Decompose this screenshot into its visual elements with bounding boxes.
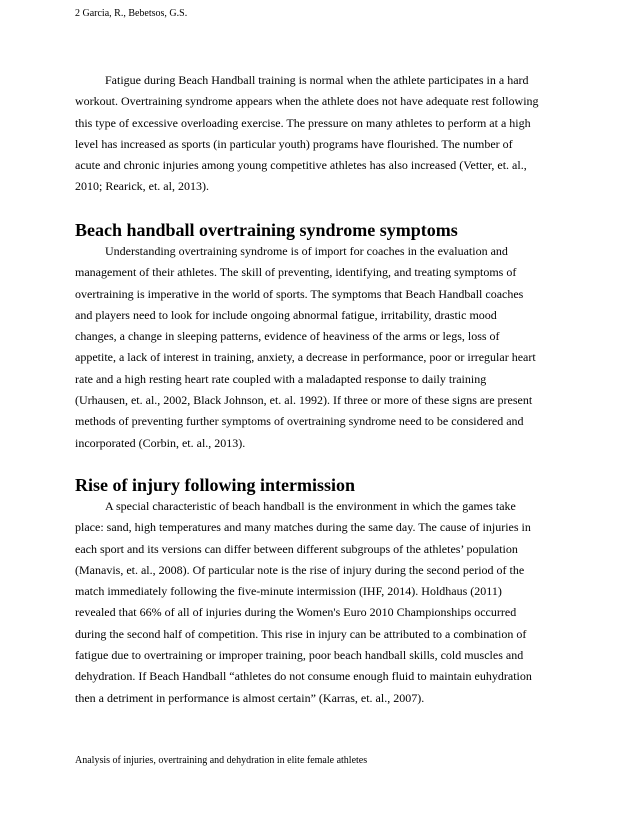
text-line: appetite, a lack of interest in training, anxiety, a decrease in performance, poor or irregular heart <box>75 350 536 365</box>
text-line: level has increased as sports (in particular youth) programs have flourished. The number of <box>75 136 513 151</box>
text-line: fatigue due to overtraining or improper training, poor beach handball skills, cold muscles and <box>75 648 524 663</box>
running-head: 2 Garcia, R., Bebetsos, G.S. <box>75 8 188 19</box>
text-line: (Urhausen, et. al., 2002, Black Johnson, et. al. 1992). If three or more of these signs are present <box>75 393 533 408</box>
section-heading-symptoms: Beach handball overtraining syndrome symptoms <box>75 220 458 240</box>
text-line: this type of excessive overloading exercise. The pressure on many athletes to perform at a high <box>75 115 531 130</box>
text-line: 2010; Rearick, et. al, 2013). <box>75 179 209 194</box>
text-line: each sport and its versions can differ between different subgroups of the athletes’ population <box>75 541 518 556</box>
text-line: (Manavis, et. al., 2008). Of particular note is the rise of injury during the second period of the <box>75 562 525 577</box>
text-line: revealed that 66% of all of injuries during the Women's Euro 2010 Championships occurred <box>75 605 517 620</box>
text-line: incorporated (Corbin, et. al., 2013). <box>75 435 246 450</box>
text-line: place: sand, high temperatures and many matches during the same day. The cause of injuries in <box>75 520 531 535</box>
text-line: changes, a change in sleeping patterns, evidence of heaviness of the arms or legs, loss of <box>75 329 500 344</box>
text-line: Understanding overtraining syndrome is of import for coaches in the evaluation and <box>105 244 508 258</box>
text-line: A special characteristic of beach handball is the environment in which the games take <box>105 499 516 513</box>
text-line: methods of preventing further symptoms of overtraining syndrome need to be considered and <box>75 414 524 429</box>
text-line: dehydration. If Beach Handball “athletes do not consume enough fluid to maintain euhydration <box>75 669 532 684</box>
text-line: then a detriment in performance is almost certain” (Karras, et. al., 2007). <box>75 690 425 705</box>
text-line: rate and a high resting heart rate coupled with a maladapted response to daily training <box>75 371 487 386</box>
paragraph-intro <box>75 70 539 198</box>
section-heading-injury: Rise of injury following intermission <box>75 475 356 495</box>
text-line: acute and chronic injuries among young competitive athletes has also increased (Vetter, et. al., <box>75 158 527 173</box>
text-line: overtraining is imperative in the world of sports. The symptoms that Beach Handball coaches <box>75 286 524 301</box>
text-line: and players need to look for include ongoing abnormal fatigue, irritability, drastic mood <box>75 307 497 322</box>
paragraph-symptoms <box>75 241 536 454</box>
text-line: workout. Overtraining syndrome appears when the athlete does not have adequate rest following <box>75 94 539 109</box>
running-footer: Analysis of injuries, overtraining and dehydration in elite female athletes <box>75 755 368 766</box>
paragraph-injury <box>75 496 532 709</box>
text-line: Fatigue during Beach Handball training is normal when the athlete participates in a hard <box>105 73 529 87</box>
text-line: during the second half of competition. This rise in injury can be attributed to a combination of <box>75 626 527 641</box>
text-line: match immediately following the five-minute intermission (IHF, 2014). Holdhaus (2011) <box>75 584 502 599</box>
text-line: management of their athletes. The skill of preventing, identifying, and treating symptoms of <box>75 265 517 280</box>
